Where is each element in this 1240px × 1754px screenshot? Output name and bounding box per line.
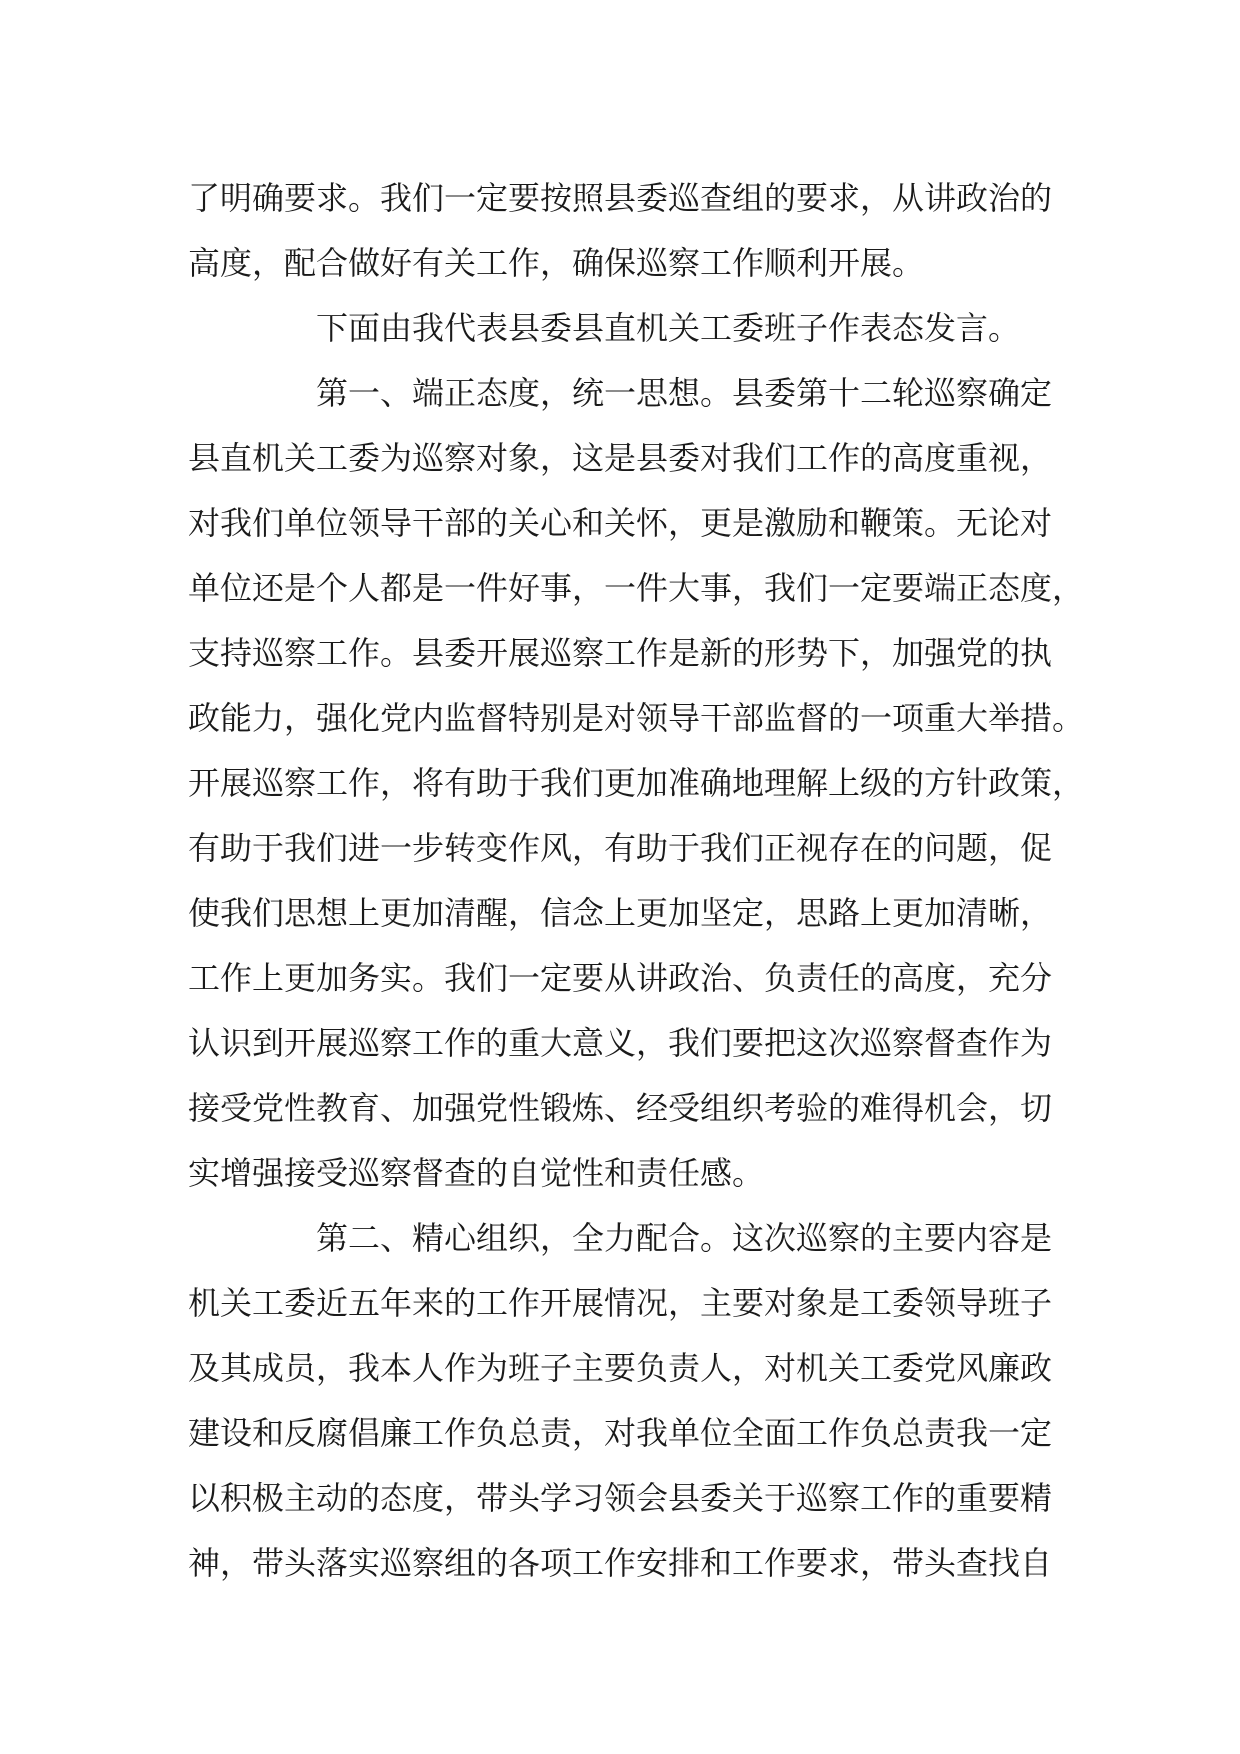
text-line: 对我们单位领导干部的关心和关怀，更是激励和鞭策。无论对 [188,504,1053,542]
text-line: 接受党性教育、加强党性锻炼、经受组织考验的难得机会，切 [188,1089,1053,1127]
text-line: 了明确要求。我们一定要按照县委巡查组的要求，从讲政治的 [188,179,1053,217]
text-line: 县直机关工委为巡察对象，这是县委对我们工作的高度重视， [188,439,1053,477]
text-line: 及其成员，我本人作为班子主要负责人，对机关工委党风廉政 [188,1349,1053,1387]
text-line: 以积极主动的态度，带头学习领会县委关于巡察工作的重要精 [188,1479,1053,1517]
text-line: 实增强接受巡察督查的自觉性和责任感。 [188,1154,765,1192]
text-line: 机关工委近五年来的工作开展情况，主要对象是工委领导班子 [188,1284,1053,1322]
text-line: 建设和反腐倡廉工作负总责，对我单位全面工作负总责我一定 [188,1414,1053,1452]
text-line: 政能力，强化党内监督特别是对领导干部监督的一项重大举措。 [188,699,1085,737]
text-line: 开展巡察工作，将有助于我们更加准确地理解上级的方针政策， [188,764,1085,802]
text-line: 认识到开展巡察工作的重大意义，我们要把这次巡察督查作为 [188,1024,1053,1062]
text-line: 有助于我们进一步转变作风，有助于我们正视存在的问题，促 [188,829,1053,867]
text-line: 工作上更加务实。我们一定要从讲政治、负责任的高度，充分 [188,959,1053,997]
document-body [188,166,1088,1596]
text-line: 单位还是个人都是一件好事，一件大事，我们一定要端正态度， [188,569,1085,607]
text-line: 神，带头落实巡察组的各项工作安排和工作要求，带头查找自 [188,1544,1053,1582]
text-line: 第二、精心组织，全力配合。这次巡察的主要内容是 [316,1219,1053,1257]
text-line: 第一、端正态度，统一思想。县委第十二轮巡察确定 [316,374,1053,412]
text-line: 使我们思想上更加清醒，信念上更加坚定，思路上更加清晰， [188,894,1053,932]
text-line: 高度，配合做好有关工作，确保巡察工作顺利开展。 [188,244,925,282]
text-line: 下面由我代表县委县直机关工委班子作表态发言。 [316,309,1021,347]
text-line: 支持巡察工作。县委开展巡察工作是新的形势下，加强党的执 [188,634,1053,672]
